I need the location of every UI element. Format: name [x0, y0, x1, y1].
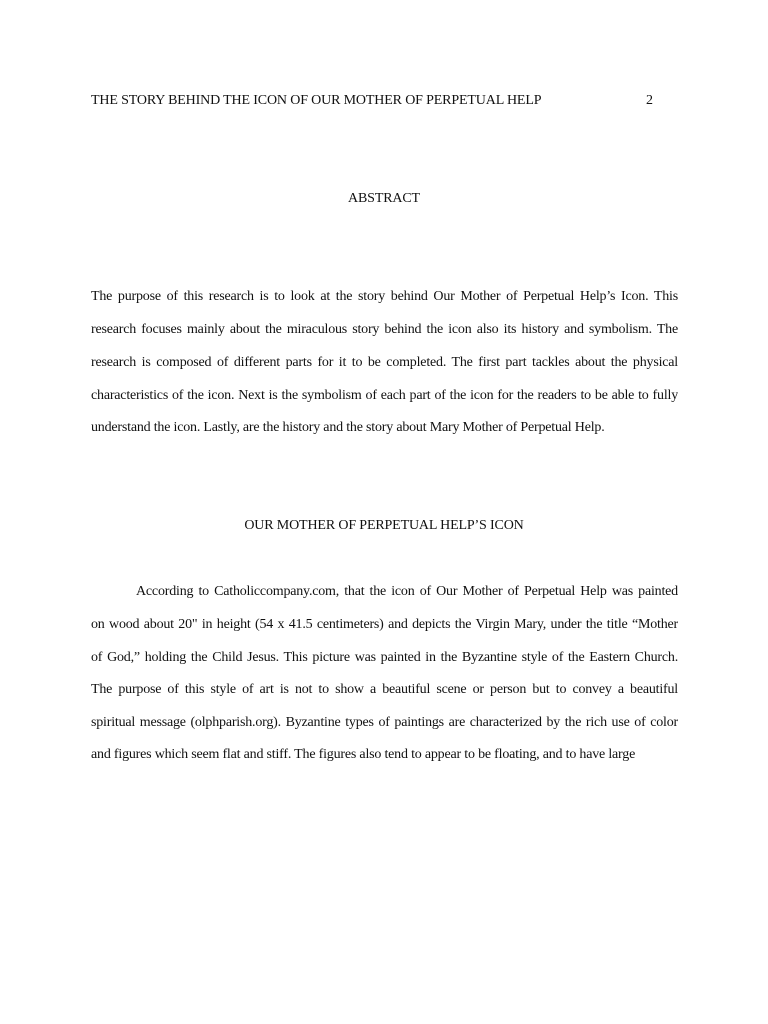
section-line: According to Catholiccompany.com, that the icon of Our Mother of Perpetual Help was painted — [136, 584, 678, 599]
abstract-line: The purpose of this research is to look at the story behind Our Mother of Perpetual Help’s Icon. This — [91, 289, 678, 304]
section-line: spiritual message (olphparish.org). Byzantine types of paintings are characterized by the rich use of color — [91, 715, 678, 730]
section-line: of God,” holding the Child Jesus. This picture was painted in the Byzantine style of the Eastern Church. — [91, 650, 678, 665]
section-line: The purpose of this style of art is not to show a beautiful scene or person but to convey a beautiful — [91, 682, 678, 697]
abstract-line: understand the icon. Lastly, are the history and the story about Mary Mother of Perpetual Help. — [91, 420, 605, 435]
section-heading: OUR MOTHER OF PERPETUAL HELP’S ICON — [244, 518, 524, 533]
running-head: THE STORY BEHIND THE ICON OF OUR MOTHER OF PERPETUAL HELP — [91, 93, 542, 108]
section-line: and figures which seem flat and stiff. The figures also tend to appear to be floating, and to have large — [91, 747, 636, 762]
abstract-line: research is composed of different parts for it to be completed. The first part tackles about the physical — [91, 355, 678, 370]
abstract-heading: ABSTRACT — [348, 191, 420, 206]
page-number: 2 — [646, 93, 653, 108]
section-line: on wood about 20" in height (54 x 41.5 centimeters) and depicts the Virgin Mary, under the title “Mother — [91, 617, 678, 632]
abstract-line: research focuses mainly about the miraculous story behind the icon also its history and symbolism. The — [91, 322, 678, 337]
abstract-line: characteristics of the icon. Next is the symbolism of each part of the icon for the readers to be able to fully — [91, 388, 678, 403]
